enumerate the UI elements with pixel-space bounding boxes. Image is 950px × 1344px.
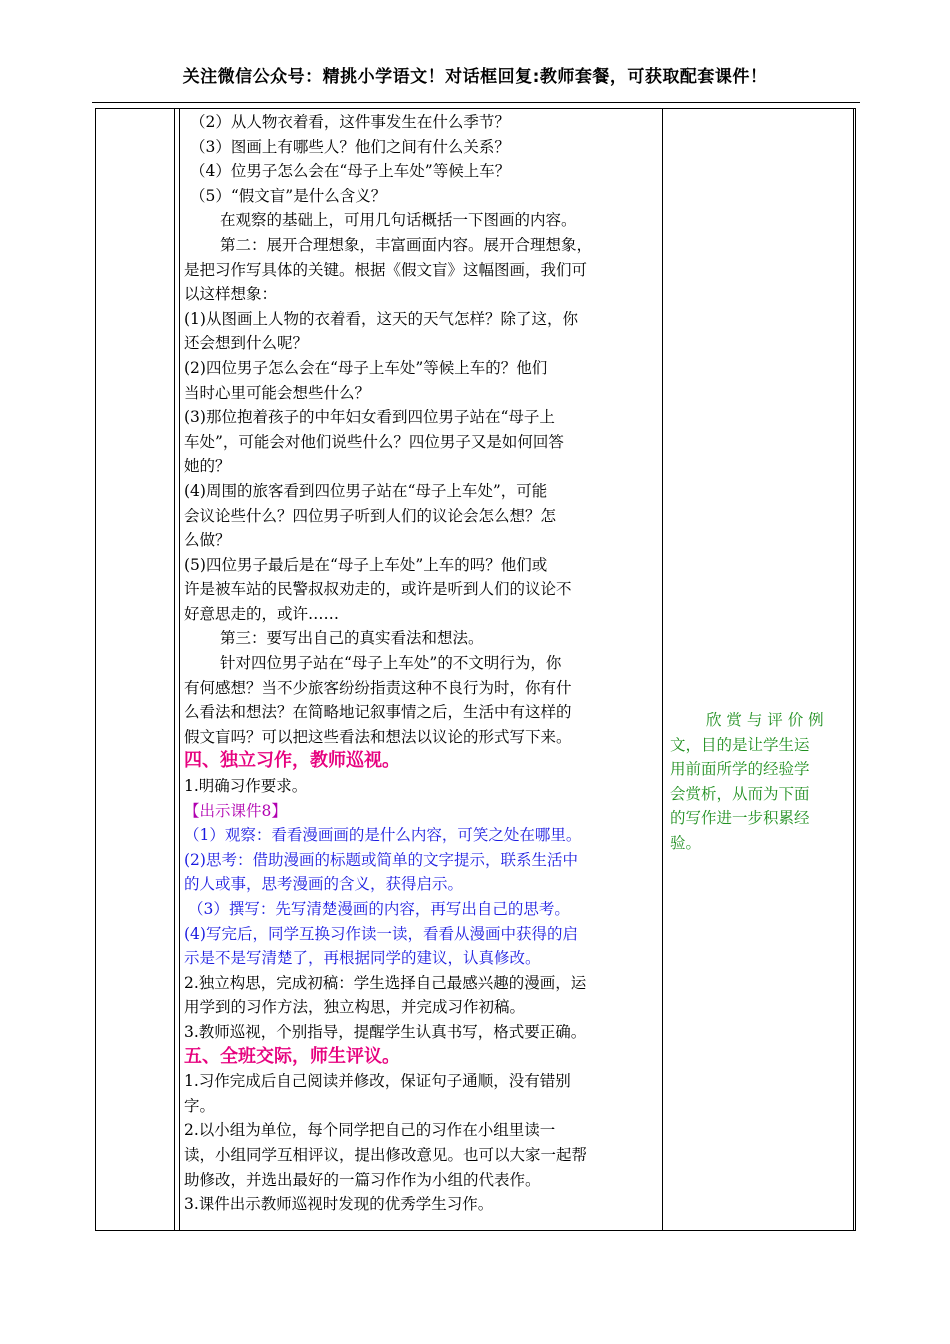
paragraph-line: (5)四位男子最后是在“母子上车处”上车的吗？他们或 [184,555,548,574]
table-col-divider [662,108,663,1231]
paragraph-line: (1)从图画上人物的衣着看，这天的天气怎样？除了这，你 [184,309,578,328]
table-col-divider [853,108,854,1231]
note-line: 文，目的是让学生运 [670,735,810,754]
step-line: 3.教师巡视，个别指导，提醒学生认真书写，格式要正确。 [184,1022,587,1041]
paragraph-line: 有何感想？当不少旅客纷纷指责这种不良行为时，你有什 [184,678,572,697]
paragraph-line: 第二：展开合理想象，丰富画面内容。展开合理想象， [220,235,593,254]
note-line: 会赏析，从而为下面 [670,784,810,803]
paragraph-line: 是把习作写具体的关键。根据《假文盲》这幅图画，我们可 [184,260,588,279]
step-line: 2.独立构思，完成初稿：学生选择自己最感兴趣的漫画，运 [184,973,587,992]
header-divider [92,102,860,103]
courseware-label: 【出示课件8】 [184,801,287,820]
step-line: 字。 [184,1096,216,1115]
note-line: 用前面所学的经验学 [670,760,810,779]
paragraph-line: (4)周围的旅客看到四位男子站在“母子上车处”，可能 [184,481,548,500]
step-line: 1.明确习作要求。 [184,777,308,796]
note-line: 欣 赏 与 评 价 例 [706,711,824,729]
note-line: 的写作进一步积累经 [670,809,810,828]
section-4-title: 四、独立习作，教师巡视。 [184,750,400,772]
step-line: 用学到的习作方法，独立构思，并完成习作初稿。 [184,998,526,1017]
paragraph-line: 在观察的基础上，可用几句话概括一下图画的内容。 [220,211,577,230]
design-intent-note [670,708,856,856]
step-line: 读，小组同学互相评议，提出修改意见。也可以大家一起帮 [184,1145,588,1164]
paragraph-line: 好意思走的，或许…… [184,604,340,623]
requirement-line: （1）观察：看看漫画画的是什么内容，可笑之处在哪里。 [184,826,582,845]
paragraph-line: 么看法和想法？在简略地记叙事情之后，生活中有这样的 [184,703,572,722]
requirement-line: （3）撰写：先写清楚漫画的内容，再写出自己的思考。 [188,900,570,918]
paragraph-line: 还会想到什么呢？ [184,334,309,353]
paragraph-line: 当时心里可能会想些什么？ [184,383,371,402]
step-line: 2.以小组为单位，每个同学把自己的习作在小组里读一 [184,1121,556,1140]
question-line: （5）“假文盲”是什么含义？ [190,186,387,205]
lesson-content [184,110,662,1217]
requirement-line: 的人或事，思考漫画的含义，获得启示。 [184,875,464,894]
paragraph-line: 以这样想象： [184,285,278,304]
question-line: （3）图画上有哪些人？他们之间有什么关系？ [190,137,510,156]
step-line: 1.习作完成后自己阅读并修改，保证句子通顺，没有错别 [184,1072,571,1091]
paragraph-line: 针对四位男子站在“母子上车处”的不文明行为，你 [220,654,562,673]
paragraph-line: 假文盲吗？可以把这些看法和想法以议论的形式写下来。 [184,727,572,746]
paragraph-line: (2)四位男子怎么会在“母子上车处”等候上车的？他们 [184,358,548,377]
question-line: （2）从人物衣着看，这件事发生在什么季节？ [190,113,510,131]
page-header: 关注微信公众号：精挑小学语文！对话框回复:教师套餐，可获取配套课件！ [182,67,768,87]
step-line: 3.课件出示教师巡视时发现的优秀学生习作。 [184,1195,494,1214]
step-line: 助修改，并选出最好的一篇习作作为小组的代表作。 [184,1170,541,1189]
requirement-line: 示是不是写清楚了，再根据同学的建议，认真修改。 [184,949,541,968]
paragraph-line: 她的？ [184,457,231,476]
table-col-divider [174,108,175,1231]
paragraph-line: 车处”，可能会对他们说些什么？四位男子又是如何回答 [184,432,564,451]
paragraph-line: 许是被车站的民警叔叔劝走的，或许是听到人们的议论不 [184,580,572,599]
section-5-title: 五、全班交际，师生评议。 [184,1045,400,1067]
paragraph-line: (3)那位抱着孩子的中年妇女看到四位男子站在“母子上 [184,408,555,427]
paragraph-line: 第三：要写出自己的真实看法和想法。 [220,629,484,648]
table-col-divider [179,108,180,1231]
paragraph-line: 会议论些什么？四位男子听到人们的议论会怎么想？怎 [184,506,557,525]
note-line: 验。 [670,833,702,852]
question-line: （4）位男子怎么会在“母子上车处”等候上车？ [190,162,511,181]
requirement-line: (2)思考：借助漫画的标题或简单的文字提示，联系生活中 [184,850,578,869]
requirement-line: (4)写完后，同学互换习作读一读，看看从漫画中获得的启 [184,924,578,943]
paragraph-line: 么做？ [184,531,231,550]
